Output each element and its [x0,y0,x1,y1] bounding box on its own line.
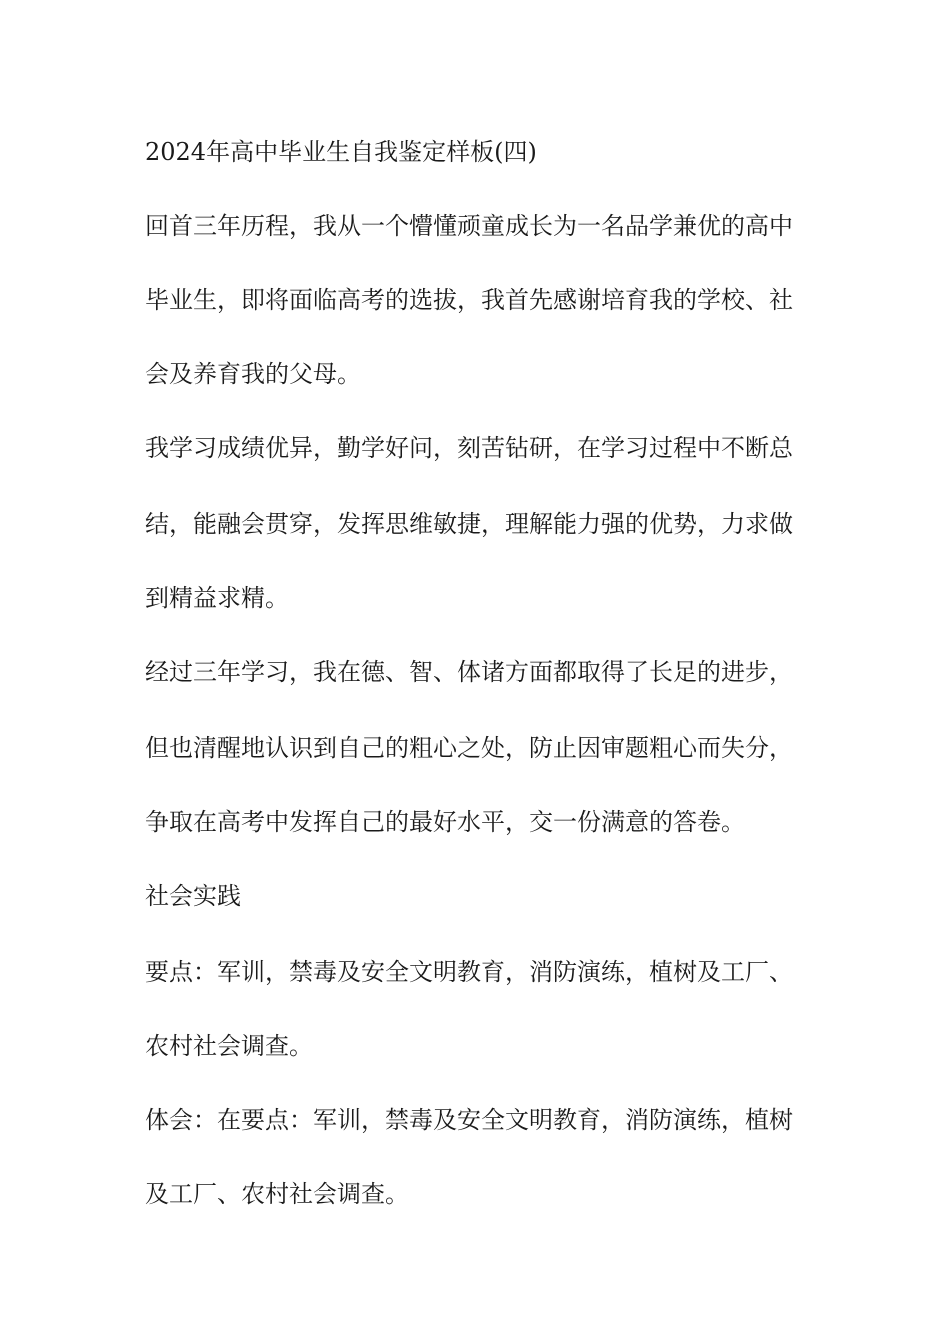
paragraph-3-line-1: 经过三年学习，我在德、智、体诸方面都取得了长足的进步， [145,658,793,686]
paragraph-1-line-2: 毕业生，即将面临高考的选拔，我首先感谢培育我的学校、社 [145,286,793,314]
paragraph-1-line-1: 回首三年历程，我从一个懵懂顽童成长为一名品学兼优的高中 [145,212,793,240]
reflection-line-2: 及工厂、农村社会调查。 [145,1180,409,1208]
paragraph-3-line-3: 争取在高考中发挥自己的最好水平，交一份满意的答卷。 [145,808,745,836]
document-title: 2024年高中毕业生自我鉴定样板(四) [145,138,537,166]
reflection-line-1: 体会：在要点：军训，禁毒及安全文明教育，消防演练，植树 [145,1106,793,1134]
paragraph-3-line-2: 但也清醒地认识到自己的粗心之处，防止因审题粗心而失分， [145,734,793,762]
section-heading: 社会实践 [145,882,241,910]
key-points-line-2: 农村社会调查。 [145,1032,313,1060]
paragraph-1-line-3: 会及养育我的父母。 [145,360,361,388]
document-body [145,0,825,1344]
key-points-line-1: 要点：军训，禁毒及安全文明教育，消防演练，植树及工厂、 [145,958,793,986]
paragraph-2-line-2: 结，能融会贯穿，发挥思维敏捷，理解能力强的优势，力求做 [145,510,793,538]
paragraph-2-line-3: 到精益求精。 [145,584,289,612]
paragraph-2-line-1: 我学习成绩优异，勤学好问，刻苦钻研，在学习过程中不断总 [145,434,793,462]
